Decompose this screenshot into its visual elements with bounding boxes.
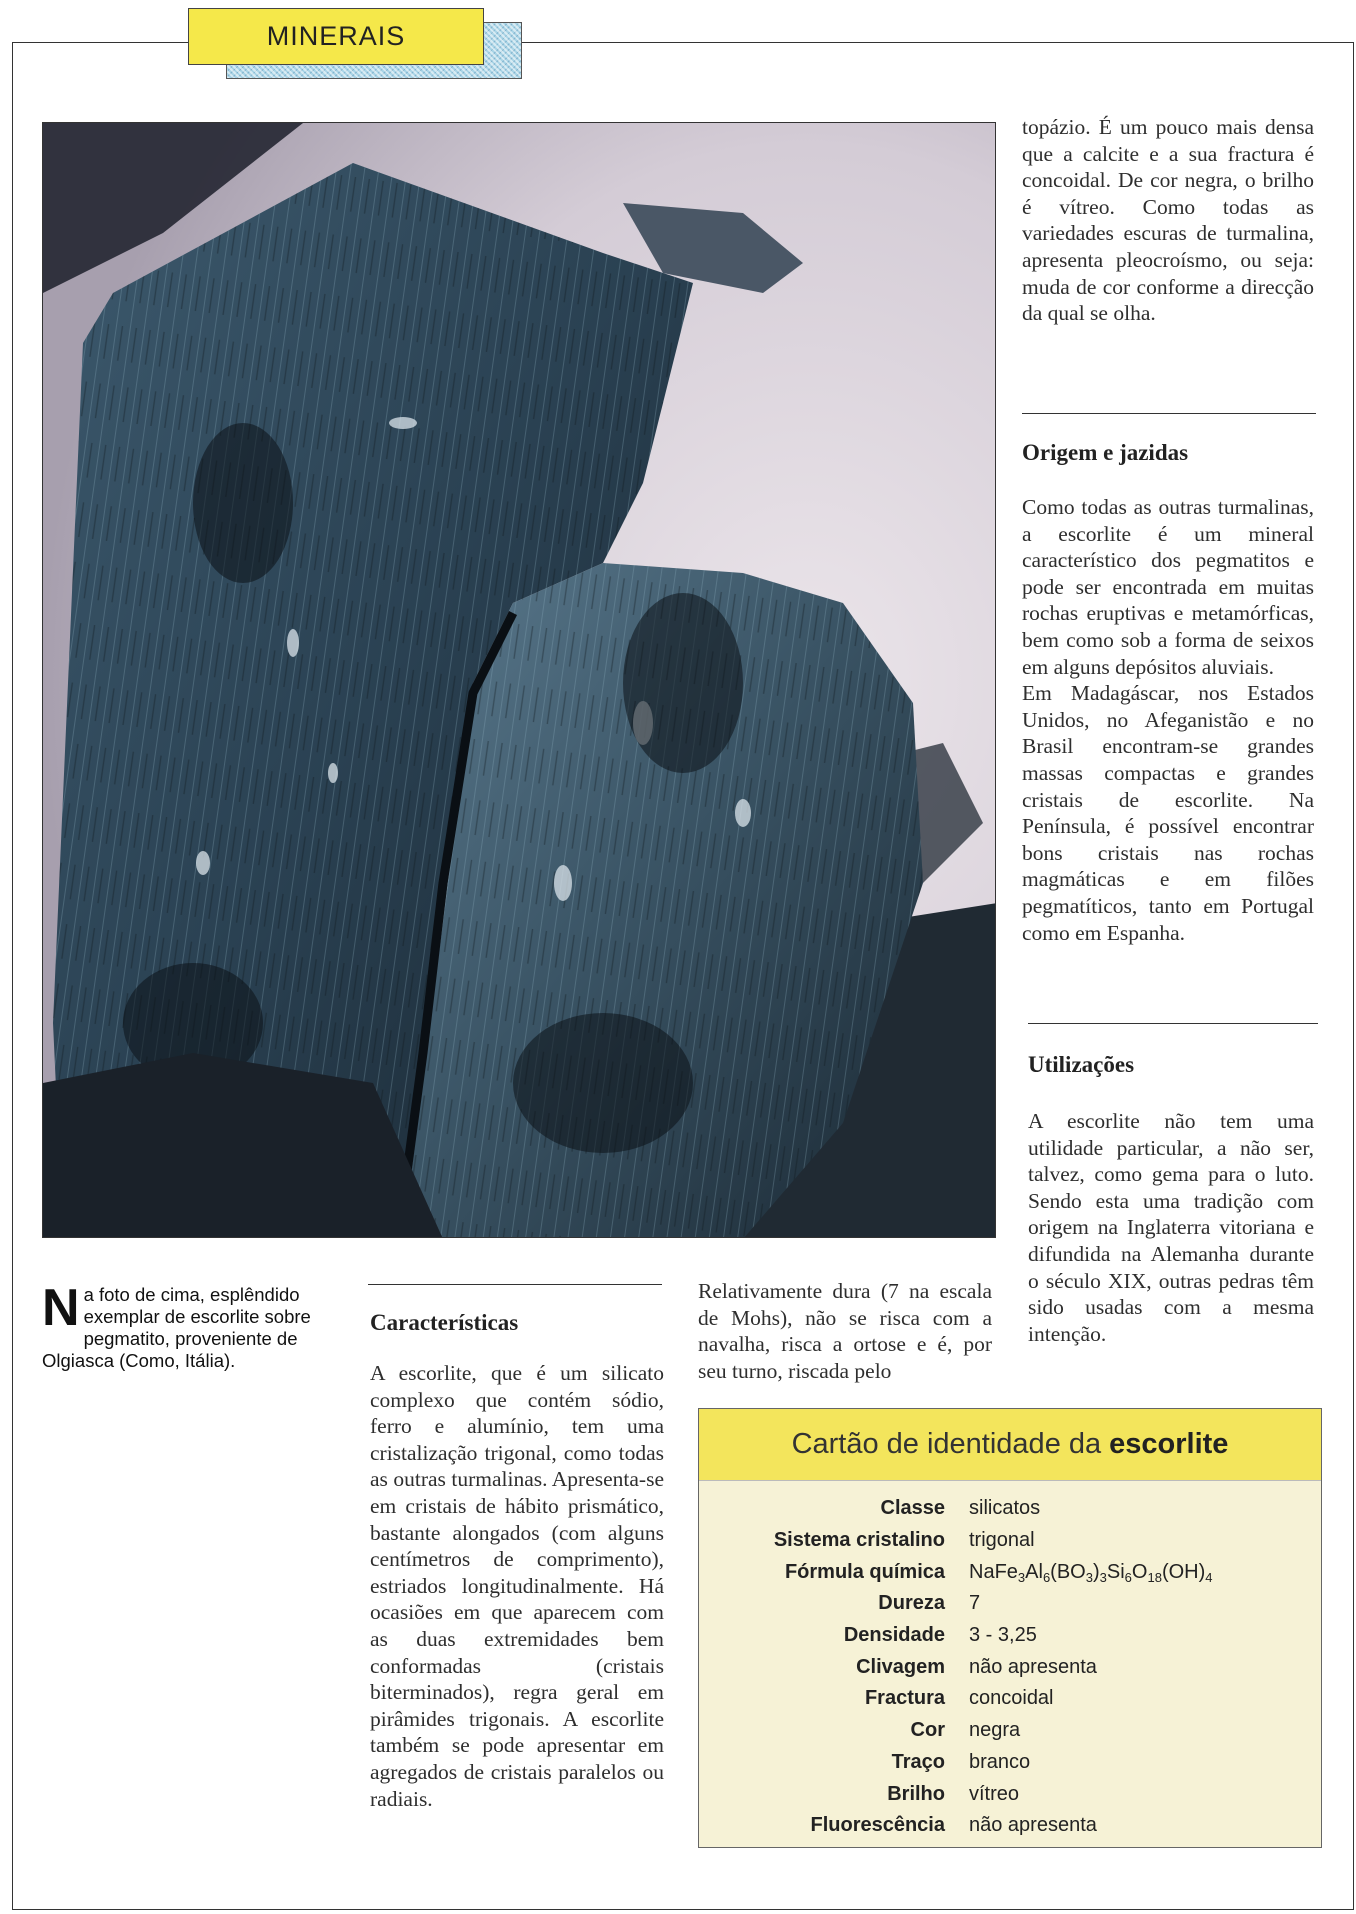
card-row-label: Densidade	[843, 1624, 945, 1647]
heading-origem: Origem e jazidas	[1022, 440, 1189, 465]
photo-caption	[42, 1279, 342, 1372]
divider	[1028, 1023, 1318, 1024]
card-row-value: não apresenta	[969, 1814, 1097, 1837]
card-row	[699, 1810, 1321, 1842]
card-row-value: silicatos	[969, 1497, 1041, 1520]
middle-column	[698, 1278, 992, 1384]
caption-dropcap: N	[42, 1279, 80, 1337]
right-column-utilizacoes	[1028, 1108, 1314, 1347]
middle-paragraph: Relativamente dura (7 na escala de Mohs), não se risca com a navalha, risca a ortose e é, por seu turno, riscada pelo	[698, 1279, 992, 1383]
card-row-value: concoidal	[969, 1687, 1054, 1710]
card-row	[699, 1525, 1321, 1557]
card-row	[699, 1715, 1321, 1747]
caracteristicas-paragraph: A escorlite, que é um silicato complexo que contém sódio, ferro e alumínio, tem uma cristalização trigonal, como todas as outras turmalinas. Apresenta-se em cristais de hábito prismático, bastante alongados (com alguns centímetros de comprimento), estriados longitudinalmente. Há ocasiões em que aparecem com as duas extremidades bem conformadas (cristais biterminados), regra geral em pirâmides trigonais. A escorlite também se pode apresentar em agregados de cristais paralelos ou radiais.	[370, 1361, 664, 1811]
heading-caracteristicas: Características	[370, 1310, 519, 1335]
card-row-label: Traço	[891, 1750, 945, 1773]
card-row-value: negra	[969, 1719, 1021, 1742]
card-row-label: Classe	[880, 1497, 945, 1520]
card-row	[699, 1588, 1321, 1620]
card-row-label: Dureza	[878, 1592, 945, 1615]
card-row	[699, 1620, 1321, 1652]
card-row-value: 3 - 3,25	[969, 1624, 1037, 1647]
card-row	[699, 1683, 1321, 1715]
card-row-value: branco	[969, 1750, 1031, 1773]
divider	[368, 1284, 662, 1285]
identity-card	[698, 1408, 1322, 1848]
intro-paragraph: topázio. É um pouco mais densa que a calcite e a sua fractura é concoidal. De cor negra, o brilho é vítreo. Como todas as variedades escuras de turmalina, apresenta pleocroísmo, ou seja: muda de cor conforme a direcção da qual se olha.	[1022, 115, 1314, 326]
card-row-label: Cor	[910, 1719, 945, 1742]
escorlite-crystal-image	[43, 123, 996, 1238]
right-column-origem	[1022, 494, 1314, 946]
card-row	[699, 1778, 1321, 1810]
card-row	[699, 1493, 1321, 1525]
caption-text: a foto de cima, esplêndido exemplar de escorlite sobre pegmatito, proveniente de Olgiasca (Como, Itália).	[42, 1284, 311, 1371]
card-row-label: Sistema cristalino	[773, 1529, 945, 1552]
card-row-value: vítreo	[969, 1782, 1020, 1805]
section-tag: MINERAIS	[188, 8, 484, 65]
card-row	[699, 1651, 1321, 1683]
right-column-intro	[1022, 114, 1314, 327]
card-row-value: 7	[969, 1592, 981, 1615]
card-row-value: $NaFe_3Al_6(BO_3)_3Si_6O_{18}(OH)_4$	[969, 1560, 1213, 1585]
utilizacoes-paragraph: A escorlite não tem uma utilidade particular, a não ser, talvez, como gema para o luto. Sendo esta uma tradição com origem na Inglaterra vitoriana e difundida na Alemanha durante o século XIX, outras pedras têm sido usadas com a mesma intenção.	[1028, 1109, 1314, 1346]
card-row-label: Clivagem	[856, 1655, 945, 1678]
identity-card-title	[699, 1409, 1321, 1481]
card-title-mineral: escorlite	[1109, 1428, 1229, 1460]
heading-utilizacoes: Utilizações	[1028, 1052, 1135, 1077]
card-row-label: Fórmula química	[784, 1560, 945, 1583]
mineral-photo	[42, 122, 996, 1238]
card-row	[699, 1556, 1321, 1588]
card-row-label: Brilho	[887, 1782, 945, 1805]
caracteristicas-column	[370, 1360, 664, 1812]
card-row	[699, 1747, 1321, 1779]
card-row-label: Fluorescência	[810, 1814, 945, 1837]
origem-paragraph-1: Como todas as outras turmalinas, a escorlite é um mineral característico dos pegmatitos e pode ser encontrada em muitas rochas eruptivas e metamórficas, bem como sob a forma de seixos em alguns depósitos aluviais.	[1022, 495, 1314, 679]
card-row-label: Fractura	[864, 1687, 945, 1710]
card-row-value: não apresenta	[969, 1655, 1097, 1678]
divider	[1022, 413, 1316, 414]
card-row-value: trigonal	[969, 1529, 1035, 1552]
card-title-prefix: Cartão de identidade da	[791, 1428, 1102, 1460]
origem-paragraph-2: Em Madagáscar, nos Estados Unidos, no Afeganistão e no Brasil encontram-se grandes massas compactas e grandes cristais de escorlite. Na Península, é possível encontrar bons cristais nas rochas magmáticas e em filões pegmatíticos, tanto em Portugal como em Espanha.	[1022, 681, 1314, 945]
identity-card-rows	[699, 1493, 1321, 1842]
